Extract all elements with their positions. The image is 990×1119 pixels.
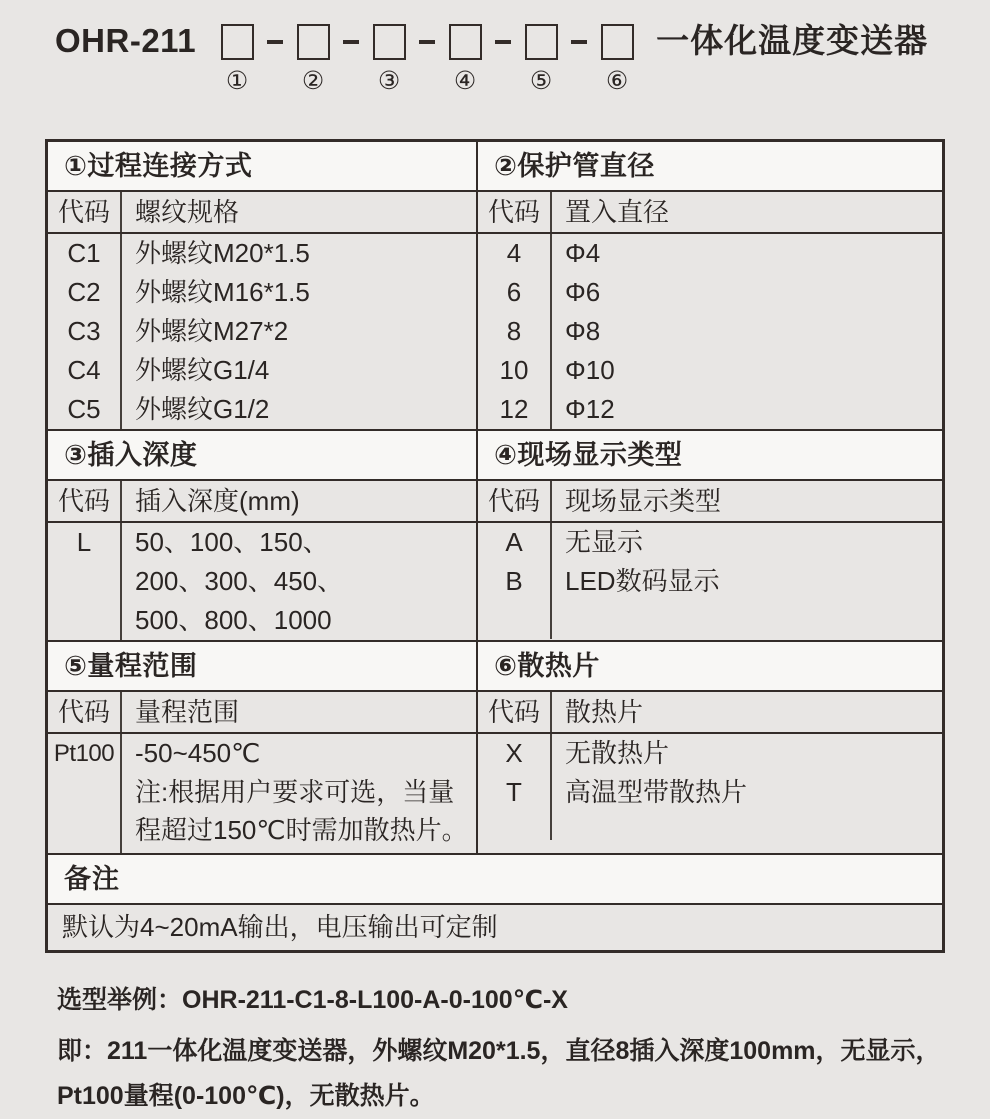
section-title: ⑤量程范围 bbox=[48, 642, 476, 692]
column-header-row bbox=[478, 192, 942, 234]
value-cell: 外螺纹M20*1.5 bbox=[135, 238, 310, 268]
example-explanation: 即：211一体化温度变送器，外螺纹M20*1.5，直径8插入深度100mm，无显示，Pt100量程(0-100℃)，无散热片。 bbox=[57, 1037, 941, 1110]
section-title: ④现场显示类型 bbox=[478, 431, 942, 481]
column-header-row bbox=[48, 481, 476, 523]
value-cell: 外螺纹G1/4 bbox=[135, 355, 270, 385]
section-body bbox=[48, 234, 476, 429]
code-column bbox=[478, 734, 552, 840]
section-title: ①过程连接方式 bbox=[48, 142, 476, 192]
value-cell: 高温型带散热片 bbox=[565, 777, 748, 807]
code-cell: B bbox=[505, 566, 523, 596]
code-column bbox=[48, 523, 122, 640]
code-cell: X bbox=[505, 738, 523, 768]
column-header-row bbox=[478, 481, 942, 523]
dash-separator-icon bbox=[571, 40, 587, 44]
code-column bbox=[478, 234, 552, 429]
section-title: ②保护管直径 bbox=[478, 142, 942, 192]
remark-title: 备注 bbox=[48, 855, 942, 905]
value-cell: Φ4 bbox=[565, 238, 601, 268]
value-cell: Φ6 bbox=[565, 277, 601, 307]
value-line: 200、300、450、 bbox=[135, 566, 344, 596]
example-code-line bbox=[57, 980, 990, 1016]
value-header: 散热片 bbox=[565, 697, 644, 727]
value-column bbox=[552, 234, 942, 429]
code-header: 代码 bbox=[48, 192, 122, 232]
position-number: ⑤ bbox=[529, 66, 553, 95]
band-2 bbox=[48, 429, 942, 640]
value-cell: Φ8 bbox=[565, 316, 601, 346]
code-cell: L bbox=[76, 527, 92, 557]
value-cell: 外螺纹G1/2 bbox=[135, 394, 270, 424]
model-code-header bbox=[0, 0, 990, 95]
code-cell: 8 bbox=[506, 316, 522, 346]
code-header: 代码 bbox=[478, 481, 552, 521]
section-insertion-depth bbox=[48, 431, 476, 640]
column-header-row bbox=[48, 192, 476, 234]
code-slots bbox=[220, 20, 634, 95]
dash-separator-icon bbox=[495, 40, 511, 44]
code-slot-6 bbox=[600, 20, 634, 95]
code-cell: C1 bbox=[67, 238, 101, 268]
position-number: ⑥ bbox=[605, 66, 629, 95]
value-cell: 外螺纹M27*2 bbox=[135, 316, 289, 346]
value-header: 置入直径 bbox=[565, 197, 670, 227]
code-header: 代码 bbox=[48, 692, 122, 732]
position-number: ② bbox=[301, 66, 325, 95]
code-slot-box-icon bbox=[373, 24, 406, 60]
selection-table bbox=[45, 139, 945, 953]
section-body bbox=[478, 234, 942, 429]
value-cell: LED数码显示 bbox=[565, 566, 720, 596]
code-header: 代码 bbox=[478, 692, 552, 732]
section-tube-diameter bbox=[476, 142, 942, 429]
code-cell: 10 bbox=[499, 355, 529, 385]
value-cell: 外螺纹M16*1.5 bbox=[135, 277, 310, 307]
code-column bbox=[48, 234, 122, 429]
section-heat-sink bbox=[476, 642, 942, 853]
column-header-row bbox=[478, 692, 942, 734]
value-cell: Φ12 bbox=[565, 394, 615, 424]
code-slot-box-icon bbox=[601, 24, 634, 60]
section-body bbox=[478, 734, 942, 840]
value-header: 量程范围 bbox=[135, 697, 240, 727]
model-name: OHR-211 bbox=[55, 22, 197, 59]
value-cell: 无显示 bbox=[565, 527, 644, 557]
value-column bbox=[122, 523, 476, 640]
range-note: 注:根据用户要求可选，当量程超过150℃时需加散热片。 bbox=[135, 777, 468, 845]
band-3 bbox=[48, 640, 942, 853]
code-slot-box-icon bbox=[449, 24, 482, 60]
code-cell: A bbox=[505, 527, 523, 557]
code-slot-3 bbox=[372, 20, 406, 95]
example-code: OHR-211-C1-8-L100-A-0-100℃-X bbox=[182, 986, 568, 1014]
code-slot-box-icon bbox=[221, 24, 254, 60]
code-header: 代码 bbox=[478, 192, 552, 232]
product-name: 一体化温度变送器 bbox=[656, 22, 929, 59]
column-header-row bbox=[48, 692, 476, 734]
section-measuring-range bbox=[48, 642, 476, 853]
section-display-type bbox=[476, 431, 942, 640]
dash-separator-icon bbox=[343, 40, 359, 44]
band-1 bbox=[48, 142, 942, 429]
code-header: 代码 bbox=[48, 481, 122, 521]
position-number: ④ bbox=[453, 66, 477, 95]
section-process-connection bbox=[48, 142, 476, 429]
section-remark bbox=[48, 853, 942, 950]
code-cell: 6 bbox=[506, 277, 522, 307]
section-body bbox=[48, 734, 476, 853]
dash-separator-icon bbox=[419, 40, 435, 44]
code-column bbox=[478, 523, 552, 639]
section-title: ③插入深度 bbox=[48, 431, 476, 481]
code-cell: T bbox=[506, 777, 522, 807]
value-column bbox=[122, 234, 476, 429]
code-cell: Pt100 bbox=[53, 740, 115, 767]
remark-text: 默认为4~20mA输出，电压输出可定制 bbox=[62, 912, 498, 942]
code-cell: 12 bbox=[499, 394, 529, 424]
code-cell: C3 bbox=[67, 316, 101, 346]
code-slot-4 bbox=[448, 20, 482, 95]
code-cell: C4 bbox=[67, 355, 101, 385]
section-title: ⑥散热片 bbox=[478, 642, 942, 692]
value-line: 50、100、150、 bbox=[135, 527, 329, 557]
position-number: ③ bbox=[377, 66, 401, 95]
value-cell: Φ10 bbox=[565, 355, 615, 385]
value-header: 现场显示类型 bbox=[565, 486, 722, 516]
code-slot-2 bbox=[296, 20, 330, 95]
value-cell: -50~450℃ bbox=[135, 738, 261, 768]
selection-example bbox=[57, 980, 990, 1119]
value-header: 螺纹规格 bbox=[135, 197, 240, 227]
value-column bbox=[122, 734, 476, 853]
dash-separator-icon bbox=[267, 40, 283, 44]
value-line: 500、800、1000 bbox=[135, 605, 332, 635]
code-slot-box-icon bbox=[297, 24, 330, 60]
value-header: 插入深度(mm) bbox=[135, 486, 300, 516]
example-label: 选型举例： bbox=[57, 986, 183, 1014]
position-number: ① bbox=[225, 66, 249, 95]
code-slot-box-icon bbox=[525, 24, 558, 60]
code-cell: C2 bbox=[67, 277, 101, 307]
section-body bbox=[478, 523, 942, 639]
code-slot-5 bbox=[524, 20, 558, 95]
code-slot-1 bbox=[220, 20, 254, 95]
code-column bbox=[48, 734, 122, 853]
value-cell: 无散热片 bbox=[565, 738, 670, 768]
code-cell: 4 bbox=[506, 238, 522, 268]
value-column bbox=[552, 523, 942, 639]
section-body bbox=[48, 523, 476, 640]
code-cell: C5 bbox=[67, 394, 101, 424]
value-column bbox=[552, 734, 942, 840]
